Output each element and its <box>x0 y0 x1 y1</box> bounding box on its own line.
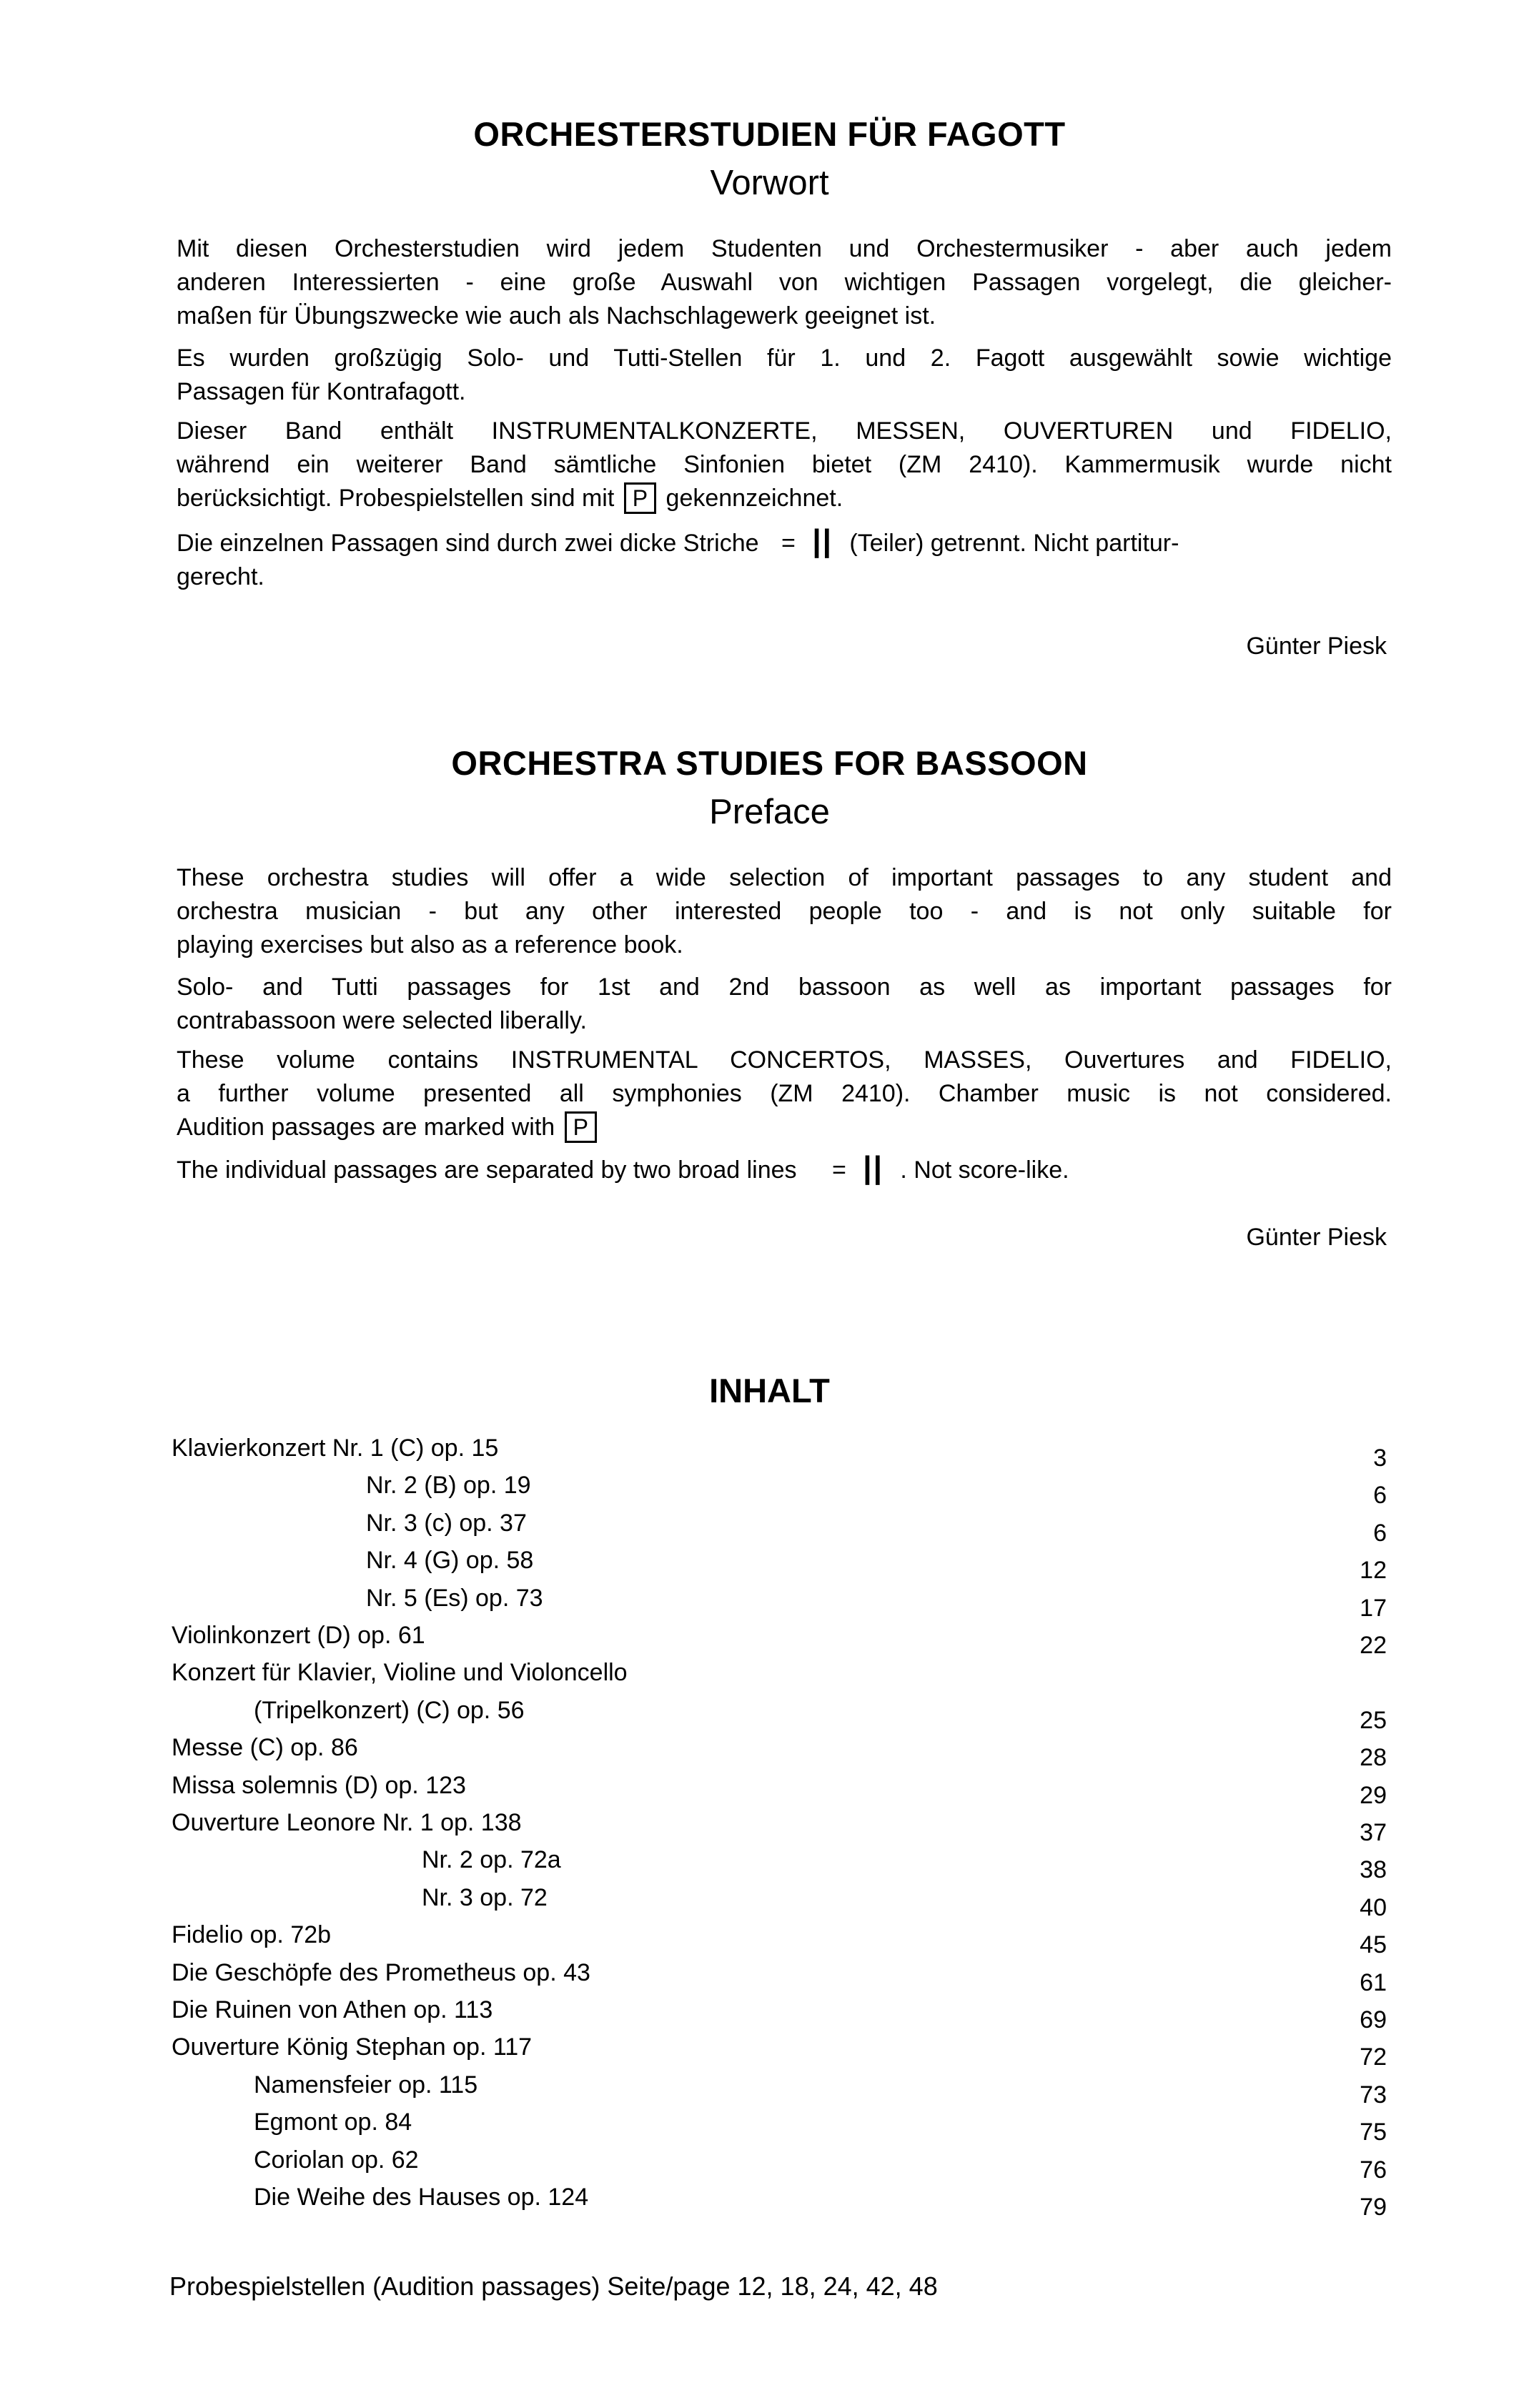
english-subtitle: Preface <box>709 793 830 831</box>
toc-entry-label: Klavierkonzert Nr. 1 (C) op. 15 <box>172 1435 499 1462</box>
toc-entry-page: 17 <box>1360 1594 1387 1622</box>
divider-bars-symbol: || <box>863 1150 884 1185</box>
toc-entry-page: 40 <box>1360 1893 1387 1921</box>
toc-entry-page: 38 <box>1360 1856 1387 1884</box>
toc-row <box>0 1659 1539 1696</box>
text-line: anderen Interessierten - eine große Auswahl von wichtigen Passagen vorgelegt, die gleicher- <box>177 269 1392 296</box>
toc-entry-label: Ouverture Leonore Nr. 1 op. 138 <box>172 1809 522 1836</box>
german-paragraph-4 <box>177 524 1392 594</box>
text-line: Es wurden großzügig Solo- und Tutti-Stellen für 1. und 2. Fagott ausgewählt sowie wichtige <box>177 345 1392 372</box>
toc-entry-label: Fidelio op. 72b <box>172 1921 332 1949</box>
toc-row <box>0 1921 1539 1958</box>
text-line: gerecht. <box>177 563 264 590</box>
text-fragment: (Teiler) getrennt. Nicht partitur- <box>849 530 1179 557</box>
text-line: Mit diesen Orchesterstudien wird jedem Studenten und Orchestermusiker - aber auch jedem <box>177 235 1392 262</box>
toc-row <box>0 2033 1539 2071</box>
toc-entry-label: Die Weihe des Hauses op. 124 <box>254 2184 589 2211</box>
toc-entry-page: 61 <box>1360 1968 1387 1996</box>
toc-entry-page: 69 <box>1360 2006 1387 2033</box>
toc-entry-label: Nr. 2 (B) op. 19 <box>366 1472 531 1500</box>
toc-row <box>0 1622 1539 1659</box>
toc-row <box>0 1996 1539 2033</box>
toc-entry-label: Namensfeier op. 115 <box>254 2071 478 2099</box>
toc-entry-page: 76 <box>1360 2156 1387 2184</box>
toc-entry-label: Die Ruinen von Athen op. 113 <box>172 1996 493 2023</box>
toc-row <box>0 1809 1539 1846</box>
english-paragraph-4 <box>177 1151 1392 1187</box>
toc-entry-page: 25 <box>1360 1706 1387 1734</box>
toc-row <box>0 1734 1539 1771</box>
text-line: während ein weiterer Band sämtliche Sinfonien bietet (ZM 2410). Kammermusik wurde nicht <box>177 451 1392 478</box>
audition-marker-box: P <box>624 482 656 514</box>
toc-entry-label: Die Geschöpfe des Prometheus op. 43 <box>172 1958 590 1986</box>
text-line: These volume contains INSTRUMENTAL CONCERTOS, MASSES, Ouvertures and FIDELIO, <box>177 1046 1392 1074</box>
toc-entry-page: 6 <box>1373 1519 1387 1547</box>
toc-entry-label: Nr. 5 (Es) op. 73 <box>366 1584 543 1612</box>
toc-row <box>0 2184 1539 2221</box>
text-line <box>177 524 1392 560</box>
toc-entry-label: Nr. 2 op. 72a <box>422 1846 561 1874</box>
text-fragment: berücksichtigt. Probespielstellen sind mit <box>177 485 615 512</box>
text-line: Solo- and Tutti passages for 1st and 2nd bassoon as well as important passages for <box>177 973 1392 1001</box>
toc-entry-page: 37 <box>1360 1819 1387 1846</box>
toc-entry-page: 6 <box>1373 1482 1387 1510</box>
footer-audition-note: Probespielstellen (Audition passages) Seite/page 12, 18, 24, 42, 48 <box>169 2271 938 2301</box>
toc-row <box>0 1697 1539 1734</box>
toc-entry-label: Messe (C) op. 86 <box>172 1734 358 1762</box>
toc-entry-page: 22 <box>1360 1632 1387 1659</box>
toc-entry-page: 79 <box>1360 2194 1387 2221</box>
toc-title: INHALT <box>709 1372 830 1409</box>
equals-symbol: = <box>831 1156 846 1184</box>
toc-entry-label: Missa solemnis (D) op. 123 <box>172 1771 466 1799</box>
text-fragment: gekennzeichnet. <box>665 485 843 512</box>
english-paragraph-1 <box>177 861 1392 962</box>
text-line: a further volume presented all symphonies (ZM 2410). Chamber music is not considered. <box>177 1080 1392 1107</box>
text-fragment: . Not score-like. <box>900 1156 1069 1184</box>
text-line: These orchestra studies will offer a wide selection of important passages to any student and <box>177 864 1392 891</box>
text-line: maßen für Übungszwecke wie auch als Nachschlagewerk geeignet ist. <box>177 302 936 330</box>
toc-entry-label: Violinkonzert (D) op. 61 <box>172 1622 425 1649</box>
text-line: Dieser Band enthält INSTRUMENTALKONZERTE, MESSEN, OUVERTUREN und FIDELIO, <box>177 417 1392 445</box>
text-line <box>177 1151 1392 1187</box>
german-paragraph-1 <box>177 232 1392 333</box>
toc-row <box>0 1846 1539 1883</box>
toc-row <box>0 2146 1539 2184</box>
toc-row <box>0 1959 1539 1996</box>
toc-row <box>0 2109 1539 2146</box>
toc-entry-label: Nr. 3 op. 72 <box>422 1883 548 1911</box>
text-line: contrabassoon were selected liberally. <box>177 1007 587 1034</box>
toc-entry-page: 29 <box>1360 1781 1387 1809</box>
toc-entry-label: (Tripelkonzert) (C) op. 56 <box>254 1696 525 1724</box>
text-line: orchestra musician - but any other interested people too - and is not only suitable for <box>177 898 1392 925</box>
toc-entry-label: Nr. 4 (G) op. 58 <box>366 1547 534 1575</box>
equals-symbol: = <box>781 530 796 557</box>
toc-row <box>0 1510 1539 1547</box>
german-paragraph-2 <box>177 342 1392 409</box>
toc-entry-page: 75 <box>1360 2119 1387 2146</box>
toc-row <box>0 2071 1539 2109</box>
english-paragraph-3 <box>177 1044 1392 1144</box>
english-signature: Günter Piesk <box>1246 1224 1387 1251</box>
toc-entry-label: Nr. 3 (c) op. 37 <box>366 1509 527 1537</box>
toc-entry-label: Egmont op. 84 <box>254 2109 412 2136</box>
toc-row <box>0 1435 1539 1472</box>
german-subtitle: Vorwort <box>710 164 829 202</box>
german-signature: Günter Piesk <box>1246 633 1387 660</box>
toc-row <box>0 1585 1539 1622</box>
divider-bars-symbol: || <box>812 523 833 558</box>
text-line <box>177 1111 1392 1144</box>
toc-entry-page: 73 <box>1360 2081 1387 2109</box>
toc-entry-page: 45 <box>1360 1931 1387 1959</box>
english-title: ORCHESTRA STUDIES FOR BASSOON <box>451 744 1088 782</box>
toc-entry-page: 3 <box>1373 1445 1387 1472</box>
english-paragraph-2 <box>177 971 1392 1038</box>
toc-entry-label: Konzert für Klavier, Violine und Violoncello <box>172 1659 628 1687</box>
german-title: ORCHESTERSTUDIEN FÜR FAGOTT <box>473 115 1066 153</box>
toc-entry-page: 12 <box>1360 1557 1387 1585</box>
toc-entry-page: 72 <box>1360 2043 1387 2071</box>
text-line: Passagen für Kontrafagott. <box>177 378 466 405</box>
toc-entry-label: Coriolan op. 62 <box>254 2146 419 2174</box>
german-paragraph-3 <box>177 415 1392 515</box>
text-fragment: Audition passages are marked with <box>177 1114 555 1141</box>
toc-row <box>0 1547 1539 1584</box>
toc-entry-label: Ouverture König Stephan op. 117 <box>172 2033 533 2061</box>
text-fragment: Die einzelnen Passagen sind durch zwei dicke Striche <box>177 530 759 557</box>
toc-row <box>0 1772 1539 1809</box>
text-line <box>177 482 1392 515</box>
text-fragment: The individual passages are separated by two broad lines <box>177 1156 797 1184</box>
toc-row <box>0 1884 1539 1921</box>
toc-entry-page: 28 <box>1360 1744 1387 1772</box>
toc-row <box>0 1472 1539 1509</box>
audition-marker-box: P <box>565 1111 597 1143</box>
text-line: playing exercises but also as a reference book. <box>177 931 683 958</box>
